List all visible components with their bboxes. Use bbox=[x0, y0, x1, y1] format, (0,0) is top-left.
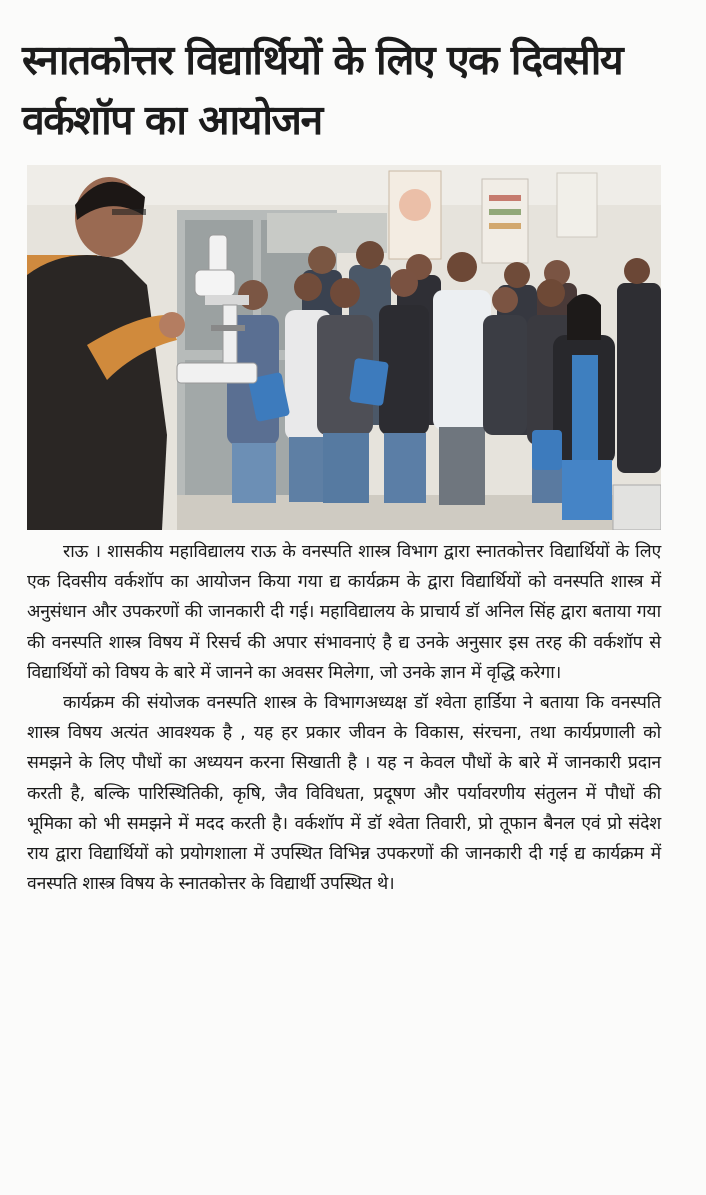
article-paragraph-2: कार्यक्रम की संयोजक वनस्पति शास्त्र के विभागअध्यक्ष डॉ श्वेता हार्डिया ने बताया कि वनस्पति शास्त्र विषय अत्यंत आवश्यक है , यह हर प्रकार जीवन के विकास, संरचना, तथा कार्यप्रणाली को समझने के लिए पौधों का अध्ययन करना सिखाती है । यह न केवल पौधों के बारे में जानकारी प्रदान करती है, बल्कि पारिस्थितिकी, कृषि, जैव विविधता, प्रदूषण और पर्यावरणीय संतुलन में पौधों की भूमिका को भी समझने में मदद करती है। वर्कशॉप में डॉ श्वेता तिवारी, प्रो तूफान बैनल एवं प्रो संदेश राय द्वारा विद्यार्थियों को प्रयोगशाला में उपस्थित विभिन्न उपकरणों की जानकारी दी गई द्य कार्यक्रम में वनस्पति शास्त्र विषय के स्नातकोत्तर के विद्यार्थी उपस्थित थे। bbox=[27, 693, 661, 895]
wall-chart-2 bbox=[482, 179, 528, 263]
news-photo bbox=[27, 165, 661, 530]
article-body bbox=[27, 537, 661, 899]
headline: स्नातकोत्तर विद्यार्थियों के लिए एक दिवसीय वर्कशॉप का आयोजन bbox=[22, 36, 623, 144]
article-paragraph-1: राऊ । शासकीय महाविद्यालय राऊ के वनस्पति शास्त्र विभाग द्वारा स्नातकोत्तर विद्यार्थियों के लिए एक दिवसीय वर्कशॉप का आयोजन किया गया द्य कार्यक्रम के द्वारा विद्यार्थियों को वनस्पति शास्त्र में अनुसंधान और उपकरणों की जानकारी दी गई। महाविद्यालय के प्राचार्य डॉ अनिल सिंह द्वारा बताया गया की वनस्पति शास्त्र विषय में रिसर्च की अपार संभावनाएं है द्य उनके अनुसार इस तरह की वर्कशॉप से विद्यार्थियों को विषय के बारे में जानने का अवसर मिलेगा, जो उनके ज्ञान में वृद्धि करेगा। bbox=[27, 542, 661, 683]
photo-illustration bbox=[27, 165, 661, 530]
